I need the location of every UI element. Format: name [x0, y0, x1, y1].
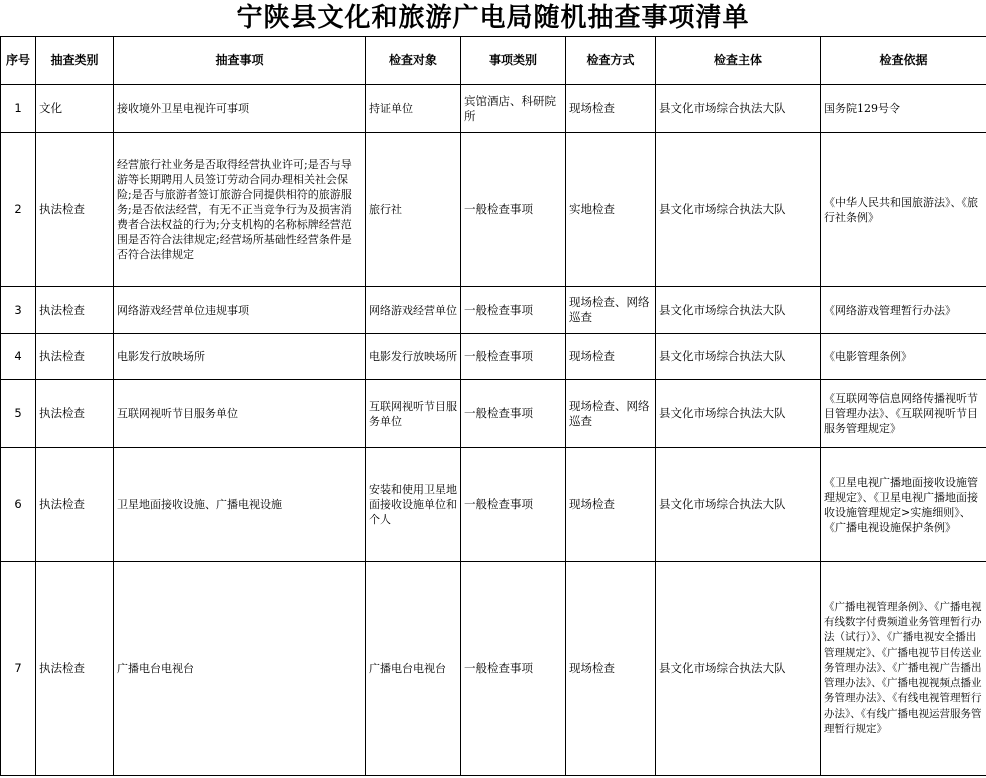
cell-type: 宾馆酒店、科研院所 — [461, 85, 566, 133]
table-row — [1, 380, 986, 448]
header-method: 检查方式 — [566, 37, 656, 85]
table-row — [1, 334, 986, 380]
cell-type: 一般检查事项 — [461, 380, 566, 448]
cell-method: 实地检查 — [566, 133, 656, 287]
cell-category: 执法检查 — [36, 380, 114, 448]
inspection-table — [0, 36, 986, 776]
table-header-row — [1, 37, 986, 85]
table-row — [1, 287, 986, 334]
cell-method: 现场检查 — [566, 334, 656, 380]
cell-type: 一般检查事项 — [461, 334, 566, 380]
cell-item: 广播电台电视台 — [114, 562, 366, 776]
header-item: 抽查事项 — [114, 37, 366, 85]
cell-item: 经营旅行社业务是否取得经营执业许可;是否与导游等长期聘用人员签订劳动合同办理相关社会保险;是否与旅游者签订旅游合同提供相符的旅游服务;是否依法经营，有无不正当竞争行为及损害消费者合法权益的行为;分支机构的名称标牌经营范围是否符合法律规定;经营场所基础性经营条件是否符合法律规定 — [114, 133, 366, 287]
cell-category: 执法检查 — [36, 562, 114, 776]
cell-target: 电影发行放映场所 — [366, 334, 461, 380]
cell-item: 互联网视听节目服务单位 — [114, 380, 366, 448]
cell-basis: 《卫星电视广播地面接收设施管理规定》、《卫星电视广播地面接收设施管理规定>实施细则》、《广播电视设施保护条例》 — [821, 448, 986, 562]
table-row — [1, 85, 986, 133]
header-target: 检查对象 — [366, 37, 461, 85]
cell-basis: 《电影管理条例》 — [821, 334, 986, 380]
cell-subject: 县文化市场综合执法大队 — [656, 562, 821, 776]
cell-target: 网络游戏经营单位 — [366, 287, 461, 334]
cell-method: 现场检查 — [566, 562, 656, 776]
header-subject: 检查主体 — [656, 37, 821, 85]
cell-target: 旅行社 — [366, 133, 461, 287]
cell-category: 文化 — [36, 85, 114, 133]
cell-no: 2 — [1, 133, 36, 287]
cell-target: 互联网视听节目服务单位 — [366, 380, 461, 448]
cell-basis: 《中华人民共和国旅游法》、《旅行社条例》 — [821, 133, 986, 287]
cell-basis: 国务院129号令 — [821, 85, 986, 133]
cell-category: 执法检查 — [36, 287, 114, 334]
cell-target: 安装和使用卫星地面接收设施单位和个人 — [366, 448, 461, 562]
header-type: 事项类别 — [461, 37, 566, 85]
cell-subject: 县文化市场综合执法大队 — [656, 448, 821, 562]
cell-no: 5 — [1, 380, 36, 448]
cell-no: 7 — [1, 562, 36, 776]
cell-category: 执法检查 — [36, 334, 114, 380]
cell-target: 广播电台电视台 — [366, 562, 461, 776]
cell-type: 一般检查事项 — [461, 133, 566, 287]
cell-target: 持证单位 — [366, 85, 461, 133]
cell-basis: 《广播电视管理条例》、《广播电视有线数字付费频道业务管理暂行办法（试行）》、《广播电视安全播出管理规定》、《广播电视节目传送业务管理办法》、《广播电视广告播出管理办法》、《广播电视视频点播业务管理办法》、《有线电视管理暂行办法》、《有线广播电视运营服务管理暂行规定》 — [821, 562, 986, 776]
cell-subject: 县文化市场综合执法大队 — [656, 85, 821, 133]
cell-category: 执法检查 — [36, 133, 114, 287]
header-category: 抽查类别 — [36, 37, 114, 85]
table-row — [1, 133, 986, 287]
cell-type: 一般检查事项 — [461, 562, 566, 776]
cell-method: 现场检查 — [566, 85, 656, 133]
cell-item: 接收境外卫星电视许可事项 — [114, 85, 366, 133]
page-title: 宁陕县文化和旅游广电局随机抽查事项清单 — [236, 3, 750, 33]
cell-subject: 县文化市场综合执法大队 — [656, 380, 821, 448]
cell-no: 4 — [1, 334, 36, 380]
cell-subject: 县文化市场综合执法大队 — [656, 334, 821, 380]
cell-no: 1 — [1, 85, 36, 133]
cell-basis: 《互联网等信息网络传播视听节目管理办法》、《互联网视听节目服务管理规定》 — [821, 380, 986, 448]
cell-method: 现场检查、网络巡查 — [566, 287, 656, 334]
cell-item: 卫星地面接收设施、广播电视设施 — [114, 448, 366, 562]
cell-item: 电影发行放映场所 — [114, 334, 366, 380]
cell-item: 网络游戏经营单位违规事项 — [114, 287, 366, 334]
cell-subject: 县文化市场综合执法大队 — [656, 287, 821, 334]
cell-method: 现场检查 — [566, 448, 656, 562]
cell-category: 执法检查 — [36, 448, 114, 562]
table-row — [1, 562, 986, 776]
cell-basis: 《网络游戏管理暂行办法》 — [821, 287, 986, 334]
cell-subject: 县文化市场综合执法大队 — [656, 133, 821, 287]
cell-type: 一般检查事项 — [461, 287, 566, 334]
header-basis: 检查依据 — [821, 37, 986, 85]
table-row — [1, 448, 986, 562]
header-no: 序号 — [1, 37, 36, 85]
cell-no: 6 — [1, 448, 36, 562]
cell-type: 一般检查事项 — [461, 448, 566, 562]
cell-no: 3 — [1, 287, 36, 334]
cell-method: 现场检查、网络巡查 — [566, 380, 656, 448]
